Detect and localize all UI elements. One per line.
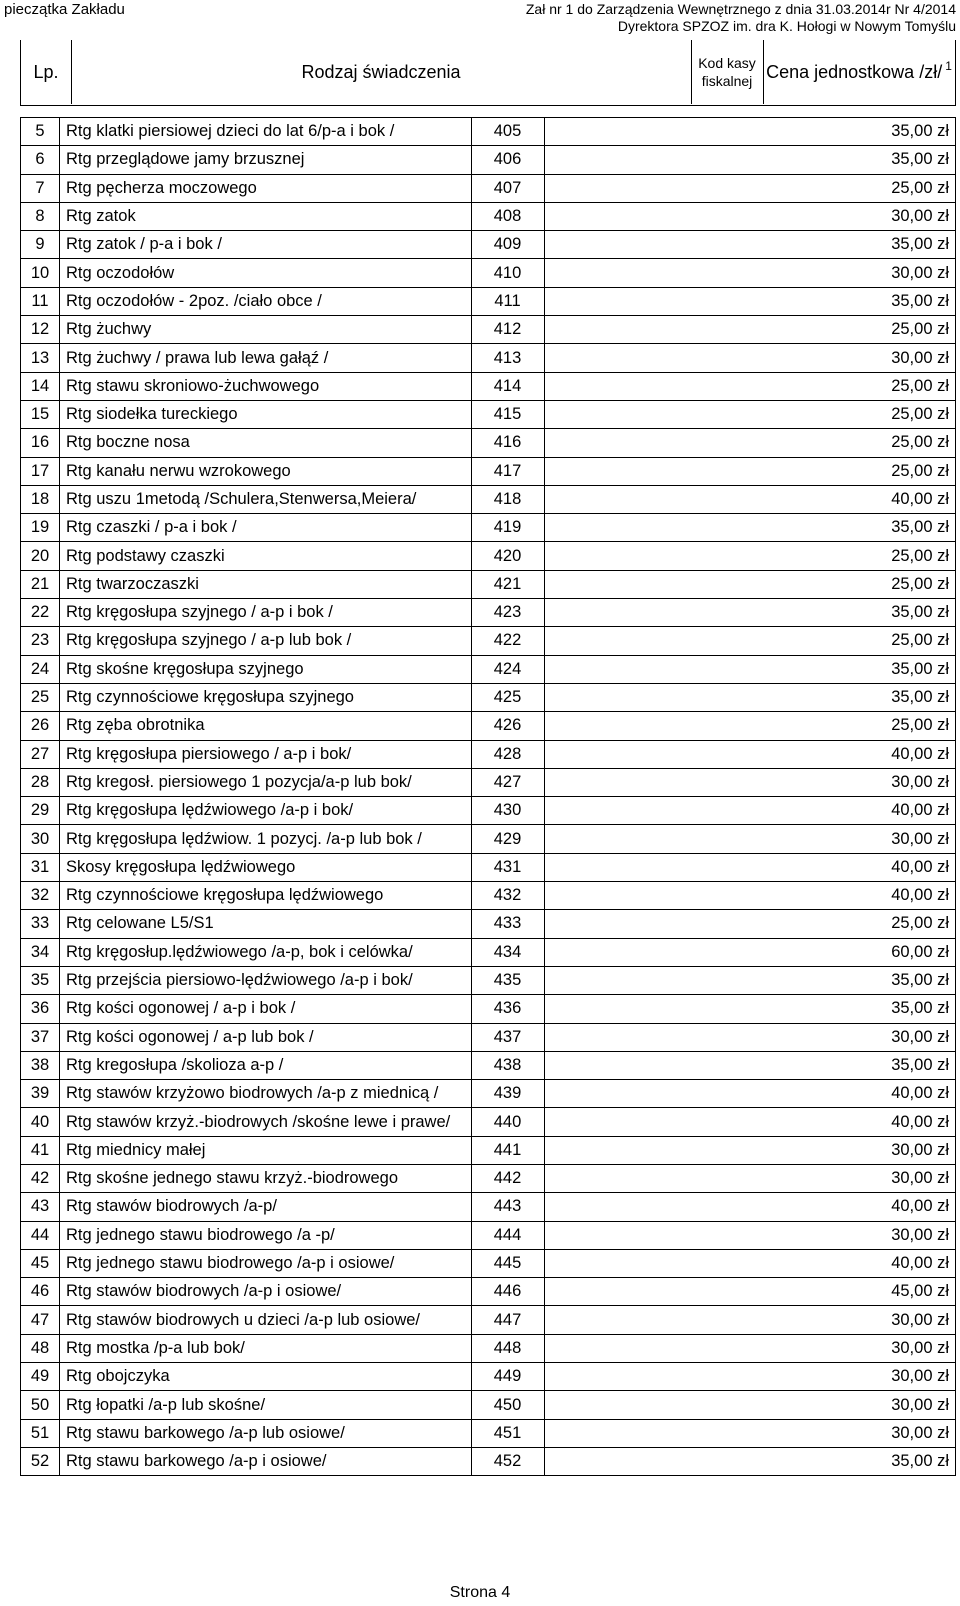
service-name: Rtg stawów biodrowych /a-p/ [60, 1193, 472, 1221]
fiscal-code: 423 [471, 599, 544, 627]
row-number: 16 [21, 429, 60, 457]
service-name: Rtg łopatki /a-p lub skośne/ [60, 1391, 472, 1419]
footnote-marker: 1 [945, 59, 952, 73]
row-number: 43 [21, 1193, 60, 1221]
column-header-fiscal-code-line2: fiskalnej [701, 73, 753, 89]
row-number: 36 [21, 995, 60, 1023]
row-number: 34 [21, 938, 60, 966]
fiscal-code: 432 [471, 882, 544, 910]
fiscal-code: 446 [471, 1278, 544, 1306]
fiscal-code: 437 [471, 1023, 544, 1051]
service-name: Rtg kręgosłupa lędźwiow. 1 pozycj. /a-p lub bok / [60, 825, 472, 853]
table-row [21, 174, 956, 202]
unit-price: 40,00 zł [544, 1193, 956, 1221]
column-header-lp: Lp. [21, 40, 72, 104]
fiscal-code: 448 [471, 1334, 544, 1362]
row-number: 47 [21, 1306, 60, 1334]
service-name: Rtg boczne nosa [60, 429, 472, 457]
service-name: Rtg kregosłupa /skolioza a-p / [60, 1051, 472, 1079]
row-number: 9 [21, 231, 60, 259]
service-name: Rtg uszu 1metodą /Schulera,Stenwersa,Meiera/ [60, 485, 472, 513]
service-name: Rtg żuchwy / prawa lub lewa gałąź / [60, 344, 472, 372]
service-name: Rtg kręgosłupa szyjnego / a-p lub bok / [60, 627, 472, 655]
fiscal-code: 442 [471, 1164, 544, 1192]
unit-price: 30,00 zł [544, 1363, 956, 1391]
column-header-fiscal-code-line1: Kod kasy [698, 55, 756, 71]
row-number: 20 [21, 542, 60, 570]
fiscal-code: 439 [471, 1080, 544, 1108]
table-row [21, 995, 956, 1023]
row-number: 28 [21, 768, 60, 796]
fiscal-code: 419 [471, 514, 544, 542]
unit-price: 25,00 zł [544, 457, 956, 485]
table-row [21, 1164, 956, 1192]
fiscal-code: 443 [471, 1193, 544, 1221]
service-name: Rtg kręgosłupa lędźwiowego /a-p i bok/ [60, 797, 472, 825]
unit-price: 35,00 zł [544, 1447, 956, 1475]
table-row [21, 118, 956, 146]
table-row [21, 457, 956, 485]
table-row [21, 1051, 956, 1079]
unit-price: 35,00 zł [544, 514, 956, 542]
page-header [0, 0, 960, 40]
table-row [21, 1334, 956, 1362]
service-name: Rtg oczodołów - 2poz. /ciało obce / [60, 287, 472, 315]
column-header-fiscal-code [691, 40, 764, 104]
page-number: Strona 4 [449, 1584, 511, 1601]
fiscal-code: 405 [471, 118, 544, 146]
service-name: Rtg miednicy małej [60, 1136, 472, 1164]
fiscal-code: 414 [471, 372, 544, 400]
fiscal-code: 428 [471, 740, 544, 768]
fiscal-code: 425 [471, 683, 544, 711]
fiscal-code: 415 [471, 400, 544, 428]
row-number: 32 [21, 882, 60, 910]
unit-price: 30,00 zł [544, 768, 956, 796]
table-row [21, 146, 956, 174]
fiscal-code: 449 [471, 1363, 544, 1391]
service-name: Rtg stawu skroniowo-żuchwowego [60, 372, 472, 400]
unit-price: 30,00 zł [544, 1136, 956, 1164]
fiscal-code: 424 [471, 655, 544, 683]
row-number: 23 [21, 627, 60, 655]
row-number: 46 [21, 1278, 60, 1306]
row-number: 17 [21, 457, 60, 485]
table-row [21, 1391, 956, 1419]
fiscal-code: 433 [471, 910, 544, 938]
table-row [21, 570, 956, 598]
fiscal-code: 434 [471, 938, 544, 966]
row-number: 37 [21, 1023, 60, 1051]
service-name: Rtg kości ogonowej / a-p lub bok / [60, 1023, 472, 1051]
service-name: Rtg twarzoczaszki [60, 570, 472, 598]
fiscal-code: 406 [471, 146, 544, 174]
service-name: Rtg czynnościowe kręgosłupa szyjnego [60, 683, 472, 711]
service-name: Rtg jednego stawu biodrowego /a-p i osiowe/ [60, 1249, 472, 1277]
fiscal-code: 407 [471, 174, 544, 202]
fiscal-code: 427 [471, 768, 544, 796]
service-name: Rtg mostka /p-a lub bok/ [60, 1334, 472, 1362]
fiscal-code: 412 [471, 316, 544, 344]
service-name: Rtg kości ogonowej / a-p i bok / [60, 995, 472, 1023]
unit-price: 40,00 zł [544, 740, 956, 768]
table-row [21, 966, 956, 994]
unit-price: 35,00 zł [544, 683, 956, 711]
table-row [21, 1278, 956, 1306]
table-row [21, 683, 956, 711]
row-number: 49 [21, 1363, 60, 1391]
service-name: Rtg stawów biodrowych u dzieci /a-p lub osiowe/ [60, 1306, 472, 1334]
row-number: 31 [21, 853, 60, 881]
row-number: 7 [21, 174, 60, 202]
fiscal-code: 450 [471, 1391, 544, 1419]
fiscal-code: 444 [471, 1221, 544, 1249]
regulation-reference [526, 1, 956, 35]
table-row [21, 1306, 956, 1334]
table-row [21, 1249, 956, 1277]
service-name: Rtg zatok [60, 202, 472, 230]
table-row [21, 429, 956, 457]
fiscal-code: 429 [471, 825, 544, 853]
row-number: 26 [21, 712, 60, 740]
service-name: Rtg czaszki / p-a i bok / [60, 514, 472, 542]
fiscal-code: 435 [471, 966, 544, 994]
row-number: 35 [21, 966, 60, 994]
fiscal-code: 445 [471, 1249, 544, 1277]
table-row [21, 1080, 956, 1108]
unit-price: 40,00 zł [544, 853, 956, 881]
unit-price: 30,00 zł [544, 1023, 956, 1051]
unit-price: 25,00 zł [544, 429, 956, 457]
row-number: 29 [21, 797, 60, 825]
service-name: Rtg kanału nerwu wzrokowego [60, 457, 472, 485]
unit-price: 40,00 zł [544, 1249, 956, 1277]
unit-price: 45,00 zł [544, 1278, 956, 1306]
unit-price: 25,00 zł [544, 570, 956, 598]
table-row [21, 485, 956, 513]
row-number: 42 [21, 1164, 60, 1192]
service-name: Rtg oczodołów [60, 259, 472, 287]
unit-price: 30,00 zł [544, 259, 956, 287]
table-row [21, 287, 956, 315]
row-number: 8 [21, 202, 60, 230]
fiscal-code: 447 [471, 1306, 544, 1334]
price-table-body [21, 118, 956, 1476]
table-row [21, 627, 956, 655]
unit-price: 40,00 zł [544, 1108, 956, 1136]
price-table [20, 117, 956, 1476]
fiscal-code: 426 [471, 712, 544, 740]
unit-price: 25,00 zł [544, 542, 956, 570]
fiscal-code: 441 [471, 1136, 544, 1164]
fiscal-code: 413 [471, 344, 544, 372]
row-number: 22 [21, 599, 60, 627]
service-name: Rtg celowane L5/S1 [60, 910, 472, 938]
table-row [21, 259, 956, 287]
fiscal-code: 438 [471, 1051, 544, 1079]
row-number: 33 [21, 910, 60, 938]
service-name: Rtg stawów biodrowych /a-p i osiowe/ [60, 1278, 472, 1306]
service-name: Rtg jednego stawu biodrowego /a -p/ [60, 1221, 472, 1249]
row-number: 38 [21, 1051, 60, 1079]
row-number: 19 [21, 514, 60, 542]
service-name: Rtg stawów krzyż.-biodrowych /skośne lewe i prawe/ [60, 1108, 472, 1136]
row-number: 6 [21, 146, 60, 174]
table-row [21, 1108, 956, 1136]
table-row [21, 910, 956, 938]
unit-price: 30,00 zł [544, 344, 956, 372]
unit-price: 30,00 zł [544, 1391, 956, 1419]
row-number: 15 [21, 400, 60, 428]
service-name: Rtg kręgosłupa szyjnego / a-p i bok / [60, 599, 472, 627]
fiscal-code: 410 [471, 259, 544, 287]
column-header-unit-price-label: Cena jednostkowa /zł/ [766, 61, 943, 82]
unit-price: 30,00 zł [544, 825, 956, 853]
table-row [21, 882, 956, 910]
service-name: Rtg przeglądowe jamy brzusznej [60, 146, 472, 174]
table-row [21, 1136, 956, 1164]
row-number: 45 [21, 1249, 60, 1277]
unit-price: 30,00 zł [544, 1221, 956, 1249]
fiscal-code: 436 [471, 995, 544, 1023]
unit-price: 35,00 zł [544, 1051, 956, 1079]
table-row [21, 1419, 956, 1447]
fiscal-code: 420 [471, 542, 544, 570]
column-header-service: Rodzaj świadczenia [71, 40, 692, 104]
fiscal-code: 452 [471, 1447, 544, 1475]
row-number: 51 [21, 1419, 60, 1447]
row-number: 18 [21, 485, 60, 513]
unit-price: 40,00 zł [544, 882, 956, 910]
row-number: 24 [21, 655, 60, 683]
fiscal-code: 416 [471, 429, 544, 457]
unit-price: 35,00 zł [544, 995, 956, 1023]
unit-price: 60,00 zł [544, 938, 956, 966]
unit-price: 35,00 zł [544, 118, 956, 146]
unit-price: 35,00 zł [544, 231, 956, 259]
unit-price: 30,00 zł [544, 202, 956, 230]
row-number: 12 [21, 316, 60, 344]
row-number: 14 [21, 372, 60, 400]
unit-price: 25,00 zł [544, 712, 956, 740]
row-number: 25 [21, 683, 60, 711]
row-number: 11 [21, 287, 60, 315]
row-number: 44 [21, 1221, 60, 1249]
fiscal-code: 422 [471, 627, 544, 655]
unit-price: 35,00 zł [544, 966, 956, 994]
unit-price: 40,00 zł [544, 485, 956, 513]
row-number: 48 [21, 1334, 60, 1362]
service-name: Rtg stawów krzyżowo biodrowych /a-p z miednicą / [60, 1080, 472, 1108]
table-row [21, 599, 956, 627]
institution-stamp-label: pieczątka Zakładu [4, 1, 125, 18]
service-name: Skosy kręgosłupa lędźwiowego [60, 853, 472, 881]
table-row [21, 655, 956, 683]
table-row [21, 938, 956, 966]
row-number: 27 [21, 740, 60, 768]
service-name: Rtg przejścia piersiowo-lędźwiowego /a-p i bok/ [60, 966, 472, 994]
row-number: 40 [21, 1108, 60, 1136]
unit-price: 25,00 zł [544, 174, 956, 202]
table-row [21, 712, 956, 740]
table-row [21, 316, 956, 344]
fiscal-code: 417 [471, 457, 544, 485]
service-name: Rtg obojczyka [60, 1363, 472, 1391]
service-name: Rtg żuchwy [60, 316, 472, 344]
service-name: Rtg skośne kręgosłupa szyjnego [60, 655, 472, 683]
service-name: Rtg siodełka tureckiego [60, 400, 472, 428]
service-name: Rtg kregosł. piersiowego 1 pozycja/a-p lub bok/ [60, 768, 472, 796]
fiscal-code: 431 [471, 853, 544, 881]
row-number: 13 [21, 344, 60, 372]
unit-price: 25,00 zł [544, 910, 956, 938]
table-row [21, 202, 956, 230]
table-row [21, 853, 956, 881]
service-name: Rtg stawu barkowego /a-p lub osiowe/ [60, 1419, 472, 1447]
service-name: Rtg kręgosłup.lędźwiowego /a-p, bok i celówka/ [60, 938, 472, 966]
unit-price: 35,00 zł [544, 655, 956, 683]
table-row [21, 1363, 956, 1391]
service-name: Rtg kręgosłupa piersiowego / a-p i bok/ [60, 740, 472, 768]
table-row [21, 797, 956, 825]
unit-price: 40,00 zł [544, 797, 956, 825]
table-row [21, 400, 956, 428]
table-row [21, 825, 956, 853]
row-number: 21 [21, 570, 60, 598]
table-row [21, 542, 956, 570]
row-number: 5 [21, 118, 60, 146]
unit-price: 40,00 zł [544, 1080, 956, 1108]
unit-price: 30,00 zł [544, 1419, 956, 1447]
fiscal-code: 409 [471, 231, 544, 259]
unit-price: 25,00 zł [544, 627, 956, 655]
row-number: 39 [21, 1080, 60, 1108]
row-number: 50 [21, 1391, 60, 1419]
regulation-reference-line2: Dyrektora SPZOZ im. dra K. Hołogi w Nowym Tomyślu [617, 18, 956, 34]
service-name: Rtg klatki piersiowej dzieci do lat 6/p-a i bok / [60, 118, 472, 146]
table-row [21, 1023, 956, 1051]
regulation-reference-line1: Zał nr 1 do Zarządzenia Wewnętrznego z dnia 31.03.2014r Nr 4/2014 [525, 1, 956, 17]
service-name: Rtg skośne jednego stawu krzyż.-biodrowego [60, 1164, 472, 1192]
service-name: Rtg podstawy czaszki [60, 542, 472, 570]
unit-price: 30,00 zł [544, 1306, 956, 1334]
fiscal-code: 408 [471, 202, 544, 230]
unit-price: 25,00 zł [544, 372, 956, 400]
row-number: 10 [21, 259, 60, 287]
table-row [21, 768, 956, 796]
fiscal-code: 418 [471, 485, 544, 513]
service-name: Rtg pęcherza moczowego [60, 174, 472, 202]
row-number: 52 [21, 1447, 60, 1475]
fiscal-code: 440 [471, 1108, 544, 1136]
service-name: Rtg zatok / p-a i bok / [60, 231, 472, 259]
unit-price: 30,00 zł [544, 1334, 956, 1362]
row-number: 41 [21, 1136, 60, 1164]
unit-price: 35,00 zł [544, 599, 956, 627]
table-row [21, 1447, 956, 1475]
service-name: Rtg czynnościowe kręgosłupa lędźwiowego [60, 882, 472, 910]
unit-price: 25,00 zł [544, 316, 956, 344]
table-row [21, 1221, 956, 1249]
fiscal-code: 411 [471, 287, 544, 315]
service-name: Rtg stawu barkowego /a-p i osiowe/ [60, 1447, 472, 1475]
table-row [21, 740, 956, 768]
fiscal-code: 430 [471, 797, 544, 825]
table-row [21, 344, 956, 372]
fiscal-code: 451 [471, 1419, 544, 1447]
table-column-headers [20, 40, 956, 106]
unit-price: 30,00 zł [544, 1164, 956, 1192]
table-row [21, 231, 956, 259]
table-row [21, 514, 956, 542]
table-row [21, 1193, 956, 1221]
unit-price: 25,00 zł [544, 400, 956, 428]
fiscal-code: 421 [471, 570, 544, 598]
unit-price: 35,00 zł [544, 287, 956, 315]
service-name: Rtg zęba obrotnika [60, 712, 472, 740]
column-header-unit-price [763, 40, 955, 104]
unit-price: 35,00 zł [544, 146, 956, 174]
row-number: 30 [21, 825, 60, 853]
table-row [21, 372, 956, 400]
